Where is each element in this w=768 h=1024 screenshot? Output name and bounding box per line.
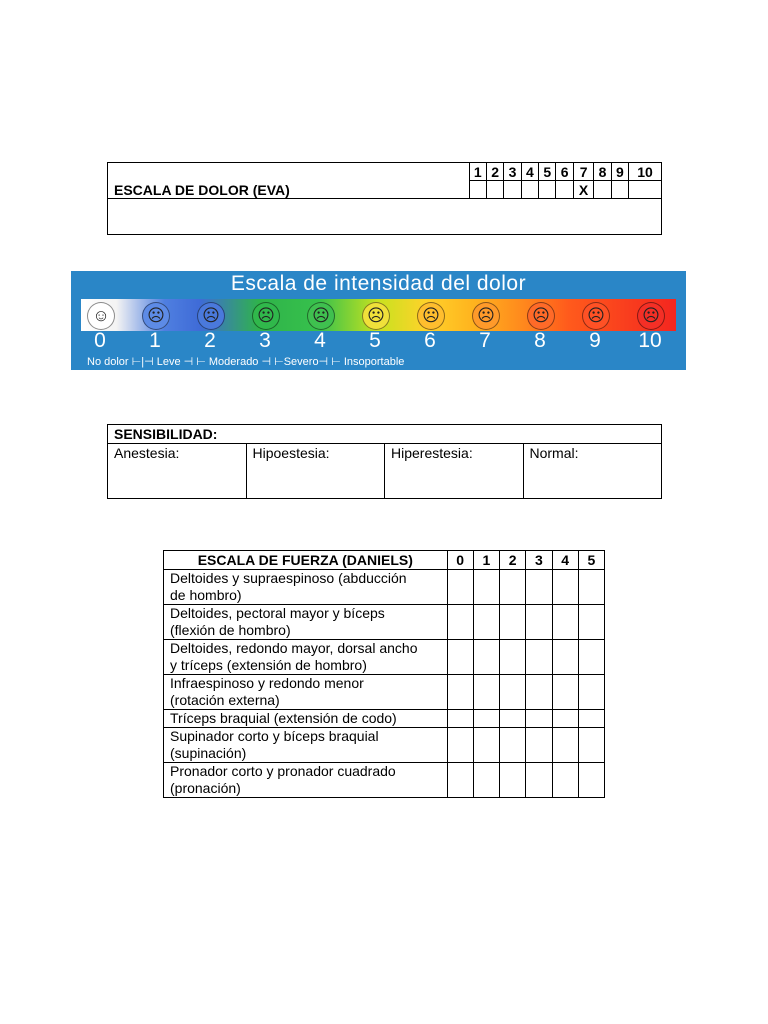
grade-cell-3[interactable] xyxy=(526,640,552,675)
pain-face-1-icon: ☹ xyxy=(142,302,170,330)
sensibilidad-table xyxy=(107,424,662,499)
grade-cell-4[interactable] xyxy=(552,570,578,605)
grade-cell-5[interactable] xyxy=(578,763,604,798)
pain-face-8-icon: ☹ xyxy=(527,302,555,330)
grade-cell-1[interactable] xyxy=(473,675,499,710)
pain-number-6: 6 xyxy=(424,329,436,352)
pain-number-0: 0 xyxy=(94,329,106,352)
grade-cell-0[interactable] xyxy=(447,570,473,605)
muscle-label xyxy=(164,675,448,710)
grade-cell-5[interactable] xyxy=(578,710,604,728)
grade-cell-2[interactable] xyxy=(500,763,526,798)
pain-face-3-icon: ☹ xyxy=(252,302,280,330)
eva-scale-3: 3 xyxy=(504,163,521,181)
grade-cell-2[interactable] xyxy=(500,710,526,728)
grade-1: 1 xyxy=(473,551,499,570)
grade-cell-4[interactable] xyxy=(552,640,578,675)
eva-mark-9[interactable] xyxy=(611,181,628,199)
eva-mark-7[interactable]: X xyxy=(573,181,593,199)
grade-cell-4[interactable] xyxy=(552,675,578,710)
grade-cell-5[interactable] xyxy=(578,570,604,605)
grade-cell-2[interactable] xyxy=(500,570,526,605)
grade-cell-3[interactable] xyxy=(526,605,552,640)
muscle-label-line1: Pronador corto y pronador cuadrado xyxy=(170,763,396,779)
muscle-label xyxy=(164,710,448,728)
eva-scale-2: 2 xyxy=(486,163,503,181)
grade-cell-3[interactable] xyxy=(526,728,552,763)
grade-cell-0[interactable] xyxy=(447,675,473,710)
daniels-row xyxy=(164,640,605,675)
pain-face-4-icon: ☹ xyxy=(307,302,335,330)
pain-number-8: 8 xyxy=(534,329,546,352)
eva-scale-5: 5 xyxy=(539,163,556,181)
grade-cell-4[interactable] xyxy=(552,710,578,728)
daniels-row xyxy=(164,763,605,798)
eva-mark-3[interactable] xyxy=(504,181,521,199)
muscle-label-line2: y tríceps (extensión de hombro) xyxy=(170,657,367,673)
muscle-label xyxy=(164,763,448,798)
grade-cell-1[interactable] xyxy=(473,570,499,605)
eva-scale-8: 8 xyxy=(594,163,611,181)
grade-cell-0[interactable] xyxy=(447,728,473,763)
muscle-label-line1: Infraespinoso y redondo menor xyxy=(170,675,364,691)
pain-face-2-icon: ☹ xyxy=(197,302,225,330)
grade-cell-3[interactable] xyxy=(526,570,552,605)
grade-cell-1[interactable] xyxy=(473,728,499,763)
muscle-label-line2: (rotación externa) xyxy=(170,692,280,708)
pain-face-0-icon: ☺ xyxy=(87,302,115,330)
grade-cell-2[interactable] xyxy=(500,640,526,675)
hipoestesia-cell[interactable]: Hipoestesia: xyxy=(246,444,385,499)
grade-cell-2[interactable] xyxy=(500,728,526,763)
daniels-row xyxy=(164,710,605,728)
eva-mark-4[interactable] xyxy=(521,181,538,199)
eva-mark-8[interactable] xyxy=(594,181,611,199)
eva-mark-1[interactable] xyxy=(469,181,486,199)
pain-number-2: 2 xyxy=(204,329,216,352)
muscle-label-line1: Supinador corto y bíceps braquial xyxy=(170,728,379,744)
pain-number-5: 5 xyxy=(369,329,381,352)
grade-cell-0[interactable] xyxy=(447,710,473,728)
pain-scale-graphic xyxy=(71,271,686,370)
grade-cell-5[interactable] xyxy=(578,605,604,640)
grade-cell-5[interactable] xyxy=(578,675,604,710)
eva-scale-9: 9 xyxy=(611,163,628,181)
eva-scale-1: 1 xyxy=(469,163,486,181)
eva-mark-2[interactable] xyxy=(486,181,503,199)
grade-cell-0[interactable] xyxy=(447,605,473,640)
eva-scale-7: 7 xyxy=(573,163,593,181)
muscle-label-line1: Deltoides y supraespinoso (abducción xyxy=(170,570,407,586)
daniels-heading: ESCALA DE FUERZA (DANIELS) xyxy=(164,551,448,570)
muscle-label-line1: Deltoides, redondo mayor, dorsal ancho xyxy=(170,640,418,656)
grade-cell-1[interactable] xyxy=(473,605,499,640)
daniels-row xyxy=(164,570,605,605)
muscle-label-line2: (supinación) xyxy=(170,745,247,761)
pain-number-4: 4 xyxy=(314,329,326,352)
muscle-label-line2: (pronación) xyxy=(170,780,241,796)
normal-cell[interactable]: Normal: xyxy=(523,444,662,499)
grade-4: 4 xyxy=(552,551,578,570)
pain-scale-labels: No dolor ⊢|⊣ Leve ⊣ ⊢ Moderado ⊣ ⊢Severo⊣ ⊢ Insoportable xyxy=(87,356,405,368)
grade-cell-3[interactable] xyxy=(526,710,552,728)
grade-5: 5 xyxy=(578,551,604,570)
grade-cell-4[interactable] xyxy=(552,605,578,640)
pain-scale-title: Escala de intensidad del dolor xyxy=(230,272,527,295)
grade-cell-4[interactable] xyxy=(552,728,578,763)
grade-cell-2[interactable] xyxy=(500,675,526,710)
pain-face-7-icon: ☹ xyxy=(472,302,500,330)
grade-2: 2 xyxy=(500,551,526,570)
grade-cell-1[interactable] xyxy=(473,710,499,728)
daniels-table xyxy=(163,550,605,798)
daniels-row xyxy=(164,605,605,640)
grade-cell-5[interactable] xyxy=(578,640,604,675)
muscle-label xyxy=(164,728,448,763)
grade-0: 0 xyxy=(447,551,473,570)
muscle-label-line1: Deltoides, pectoral mayor y bíceps xyxy=(170,605,385,621)
anestesia-cell[interactable]: Anestesia: xyxy=(108,444,247,499)
eva-mark-10[interactable] xyxy=(629,181,662,199)
muscle-label xyxy=(164,605,448,640)
grade-cell-3[interactable] xyxy=(526,675,552,710)
pain-number-7: 7 xyxy=(479,329,491,352)
pain-face-6-icon: ☹ xyxy=(417,302,445,330)
pain-face-10-icon: ☹ xyxy=(637,302,665,330)
eva-scale-6: 6 xyxy=(556,163,573,181)
grade-cell-0[interactable] xyxy=(447,763,473,798)
pain-face-9-icon: ☹ xyxy=(582,302,610,330)
hiperestesia-cell[interactable]: Hiperestesia: xyxy=(385,444,524,499)
grade-cell-2[interactable] xyxy=(500,605,526,640)
grade-cell-1[interactable] xyxy=(473,763,499,798)
eva-scale-10: 10 xyxy=(629,163,662,181)
muscle-label xyxy=(164,640,448,675)
eva-label: ESCALA DE DOLOR (EVA) xyxy=(108,163,470,199)
pain-number-1: 1 xyxy=(149,329,161,352)
sensibilidad-heading: SENSIBILIDAD: xyxy=(108,425,662,444)
eva-scale-4: 4 xyxy=(521,163,538,181)
muscle-label-line2: (flexión de hombro) xyxy=(170,622,291,638)
eva-notes-cell[interactable] xyxy=(108,199,662,235)
daniels-row xyxy=(164,675,605,710)
eva-mark-6[interactable] xyxy=(556,181,573,199)
pain-face-5-icon: ☹ xyxy=(362,302,390,330)
grade-cell-4[interactable] xyxy=(552,763,578,798)
muscle-label xyxy=(164,570,448,605)
muscle-label-line2: de hombro) xyxy=(170,587,242,603)
grade-cell-0[interactable] xyxy=(447,640,473,675)
eva-table xyxy=(107,162,662,235)
grade-cell-5[interactable] xyxy=(578,728,604,763)
grade-cell-3[interactable] xyxy=(526,763,552,798)
daniels-row xyxy=(164,728,605,763)
pain-number-3: 3 xyxy=(259,329,271,352)
pain-number-10: 10 xyxy=(638,329,662,352)
pain-number-9: 9 xyxy=(589,329,601,352)
muscle-label-line1: Tríceps braquial (extensión de codo) xyxy=(170,710,397,726)
grade-3: 3 xyxy=(526,551,552,570)
grade-cell-1[interactable] xyxy=(473,640,499,675)
eva-mark-5[interactable] xyxy=(539,181,556,199)
